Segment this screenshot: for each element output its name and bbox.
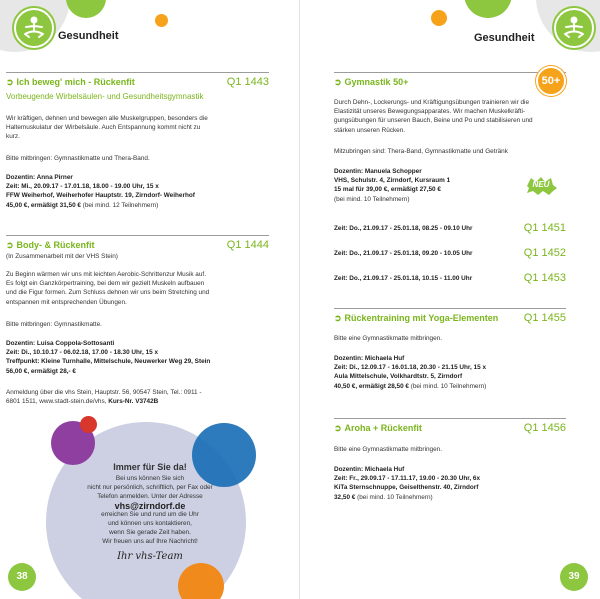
entry-divider [334, 418, 566, 419]
time-slot: Zeit: Do., 21.09.17 - 25.01.18, 10.15 - 11.00 Uhr Q1 1453 [334, 272, 566, 284]
course-entry [334, 418, 566, 518]
course-code: Q1 1455 [523, 312, 566, 324]
entry-divider [6, 72, 269, 73]
time-slot: Zeit: Do., 21.09.17 - 25.01.18, 08.25 - 09.10 Uhr Q1 1451 [334, 222, 566, 234]
course-description: Zu Beginn wärmen wir uns mit leichten Aerobic-Schrittenzur Musik auf. Es folgt ein Ganzkörpertraining, bei dem wir gezielt Muskeln aufbauen und die Figur formen. Zum Schluss dehnen wir uns beim Stretching und entspannen mit entsprechenden Übungen. [6, 271, 210, 306]
ad-title: Immer für Sie da! [113, 462, 187, 472]
course-code: Q1 1451 [523, 222, 566, 234]
course-details: Dozentin: Michaela Huf Zeit: Fr., 29.09.17 - 17.11.17, 19.00 - 20.30 Uhr, 6x KiTa Sternschnuppe, Geiselthenstr. 40, Zirndorf 32,50 € (bei mind. 10 Teilnehmern) [334, 466, 481, 501]
course-subtitle: (In Zusammenarbeit mit der VHS Stein) [6, 253, 118, 260]
circle-arrow-icon: ➲ [334, 77, 342, 87]
entry-divider [334, 308, 566, 309]
new-badge: NEU [524, 176, 558, 196]
course-code: Q1 1443 [226, 76, 269, 88]
course-entry [6, 72, 269, 217]
entry-header [334, 313, 566, 327]
course-details: Dozentin: Luisa Coppola-Sottosanti Zeit: Di., 10.10.17 - 06.02.18, 17.00 - 18.30 Uhr, 15 x Treffpunkt: Kleine Turnhalle, Mittelschule, Neuwerker Weg 29, Stein 56,00 €, ermäßigt 28,- € [6, 340, 211, 375]
time-slot: Zeit: Do., 21.09.17 - 25.01.18, 09.20 - 10.05 Uhr Q1 1452 [334, 247, 566, 259]
course-title: ➲ Ich beweg' mich - Rückenfit [6, 77, 135, 87]
page-number: 39 [560, 563, 588, 591]
course-title: ➲ Gymnastik 50+ [334, 77, 409, 87]
header-orange-dot [431, 10, 447, 26]
contact-ad [60, 462, 240, 562]
course-code: Q1 1452 [523, 247, 566, 259]
course-code: Q1 1456 [523, 422, 566, 434]
course-details: Dozentin: Michaela Huf Zeit: Di., 12.09.17 - 16.01.18, 20.30 - 21.15 Uhr, 15 x Aula Mittelschule, Volkhardtstr. 5, Zirndorf 40,50 €, ermäßigt 28,50 € (bei mind. 10 Teilnehmern) [334, 355, 487, 390]
header-green-circle [464, 0, 512, 18]
yoga-person-icon [554, 8, 594, 48]
course-entry [334, 308, 566, 408]
course-title: ➲ Rückentraining mit Yoga-Elementen [334, 313, 499, 323]
entry-divider [334, 72, 566, 73]
right-page [300, 0, 600, 599]
entry-header [334, 77, 566, 91]
ad-text: erreichen Sie und rund um die Uhr und können uns kontaktieren, wenn Sie gerade Zeit haben. Wir freuen uns auf Ihre Nachricht! [101, 511, 199, 545]
ad-signature: Ihr vhs-Team [117, 550, 183, 562]
course-code: Q1 1444 [226, 239, 269, 251]
registration-info: Anmeldung über die vhs Stein, Hauptstr. 56, 90547 Stein, Tel.: 0911 - 6801 1511, www.stadt-stein.de/vhs, Kurs-Nr. V3742B [6, 389, 202, 406]
section-title: Gesundheit [474, 32, 535, 44]
circle-arrow-icon: ➲ [334, 423, 342, 433]
course-title: ➲ Aroha + Rückenfit [334, 423, 422, 433]
ad-red-circle [80, 416, 97, 433]
email-link[interactable]: vhs@zirndorf.de [114, 501, 186, 512]
course-subtitle: Vorbeugende Wirbelsäulen- und Gesundheitsgymnastik [6, 92, 204, 101]
course-title: ➲ Body- & Rückenfit [6, 240, 95, 250]
entry-header [6, 77, 269, 91]
header-orange-dot [155, 14, 168, 27]
entry-divider [6, 235, 269, 236]
age-badge: 50+ [536, 66, 566, 96]
page-number: 38 [8, 563, 36, 591]
yoga-person-icon [14, 8, 54, 48]
course-bring: Bitte mitbringen: Gymnastikmatte. [6, 321, 102, 328]
section-title: Gesundheit [58, 30, 119, 42]
course-bring: Bitte eine Gymnastikmatte mitbringen. [334, 446, 442, 453]
header-green-circle [66, 0, 106, 18]
course-description: Durch Dehn-, Lockerungs- und Kräftigungsübungen trainieren wir die Elastizität unseres Bewegungsapparates. Wir machen Muskelkräfti- gungsübungen für unseren Bauch, Beine und Po und stabilisieren und stärken unseren Rücken. [334, 99, 533, 134]
course-bring: Bitte eine Gymnastikmatte mitbringen. [334, 335, 442, 342]
circle-arrow-icon: ➲ [6, 240, 14, 250]
course-bring: Mitzubringen sind: Thera-Band, Gymnastikmatte und Getränk [334, 148, 508, 155]
entry-header [334, 423, 566, 437]
course-description: Wir kräftigen, dehnen und bewegen alle Muskelgruppen, besonders die Haltemuskulatur der Wirbelsäule. Auch Entspannung kommt nicht zu kurz. [6, 115, 208, 141]
circle-arrow-icon: ➲ [6, 77, 14, 87]
course-code: Q1 1453 [523, 272, 566, 284]
course-details: Dozentin: Manuela Schopper VHS, Schulstr. 4, Zirndorf, Kursraum 1 15 mal für 39,00 €, ermäßigt 27,50 € (bei mind. 10 Teilnehmern) [334, 168, 451, 203]
circle-arrow-icon: ➲ [334, 313, 342, 323]
course-entry [6, 235, 269, 415]
course-bring: Bitte mitbringen: Gymnastikmatte und Thera-Band. [6, 155, 150, 162]
ad-text: Bei uns können Sie sich nicht nur persönlich, schriftlich, per Fax oder Telefon anmelden. Unter der Adresse [87, 475, 213, 500]
course-details: Dozentin: Anna Pirner Zeit: Mi., 20.09.17 - 17.01.18, 18.00 - 19.00 Uhr, 15 x FFW Weiherhof, Weiherhofer Hauptstr. 19, Zirndorf- Weiherhof 45,00 €, ermäßigt 31,50 € (bei mind. 12 Teilnehmern) [6, 174, 195, 209]
